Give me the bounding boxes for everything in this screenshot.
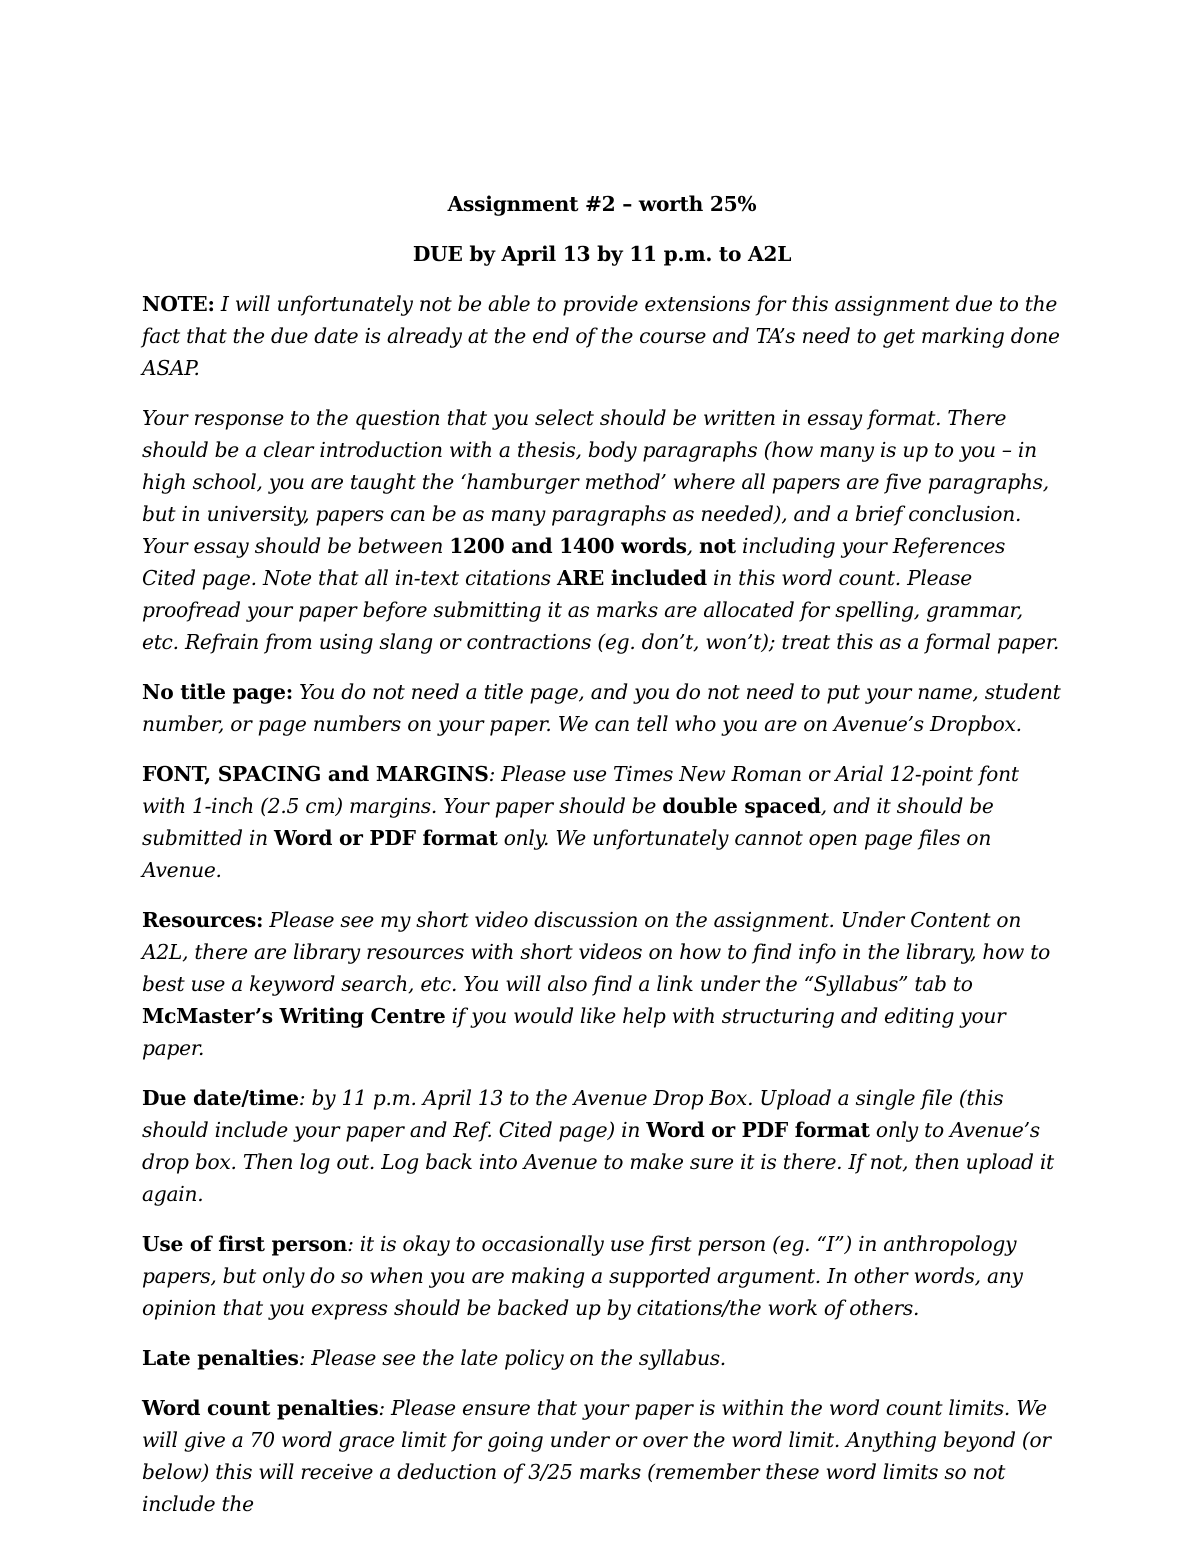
paragraph bbox=[142, 758, 1062, 886]
italic-text: only. We unfortunately cannot open page files on Avenue. bbox=[142, 826, 992, 882]
italic-text: : Please see the late policy on the syllabus. bbox=[298, 1346, 726, 1370]
bold-text: Late penalties bbox=[142, 1346, 299, 1370]
italic-text: I will unfortunately not be able to provide extensions for this assignment due to the fact that the due date is already at the end of the course and TA’s need to get marking done ASAP. bbox=[142, 292, 1060, 380]
paragraph bbox=[142, 1342, 1062, 1374]
bold-text: Use of first person bbox=[142, 1232, 348, 1256]
italic-text: in this word count. Please proofread your paper before submitting it as marks are allocated for spelling, grammar, etc. Refrain from using slang or contractions (eg. don’t, won’t); treat this as a formal paper. bbox=[142, 566, 1060, 654]
bold-text: Word or PDF format bbox=[274, 826, 498, 850]
document-body bbox=[142, 188, 1062, 1538]
assignment-title: Assignment #2 – worth 25% bbox=[447, 192, 757, 216]
italic-text: You do not need a title page, and you do not need to put your name, student number, or page numbers on your paper. We can tell who you are on Avenue’s Dropbox. bbox=[142, 680, 1061, 736]
bold-text: ARE included bbox=[556, 566, 707, 590]
bold-text: not bbox=[699, 534, 736, 558]
paragraph bbox=[142, 1082, 1062, 1210]
paragraph bbox=[142, 1228, 1062, 1324]
bold-text: No title page: bbox=[142, 680, 293, 704]
italic-text: , bbox=[686, 534, 700, 558]
bold-text: Word count penalties bbox=[142, 1396, 379, 1420]
bold-text: FONT, SPACING and MARGINS bbox=[142, 762, 489, 786]
bold-text: double spaced bbox=[662, 794, 821, 818]
paragraph-list bbox=[142, 288, 1062, 1520]
bold-text: Due date/time bbox=[142, 1086, 299, 1110]
italic-text: : Please use Times New Roman or Arial 12-point font with 1-inch (2.5 cm) margins. Your paper should be bbox=[142, 762, 1019, 818]
paragraph bbox=[142, 904, 1062, 1064]
paragraph bbox=[142, 402, 1062, 658]
italic-text: if you would like help with structuring and editing your paper. bbox=[142, 1004, 1006, 1060]
bold-text: Resources: bbox=[142, 908, 264, 932]
paragraph bbox=[142, 676, 1062, 740]
bold-text: McMaster’s Writing Centre bbox=[142, 1004, 446, 1028]
bold-text: Word or PDF format bbox=[646, 1118, 870, 1142]
italic-text: , and it should be submitted in bbox=[142, 794, 994, 850]
paragraph bbox=[142, 1392, 1062, 1520]
due-date-heading: DUE by April 13 by 11 p.m. to A2L bbox=[412, 242, 792, 266]
italic-text: Your response to the question that you select should be written in essay format. There should be a clear introduction with a thesis, body paragraphs (how many is up to you – in high school, you are taught the ‘hamburger method’ where all papers are five paragraphs, but in university, papers can be as many paragraphs as needed), and a brief conclusion. Your essay should be between bbox=[142, 406, 1049, 558]
italic-text: : by 11 p.m. April 13 to the Avenue Drop Box. Upload a single file (this should include your paper and Ref. Cited page) in bbox=[142, 1086, 1004, 1142]
italic-text: only to Avenue’s drop box. Then log out. Log back into Avenue to make sure it is there. If not, then upload it again. bbox=[142, 1118, 1054, 1206]
italic-text: including your References Cited page. Note that all in-text citations bbox=[142, 534, 1006, 590]
bold-text: 1200 and 1400 words bbox=[449, 534, 687, 558]
paragraph bbox=[142, 288, 1062, 384]
italic-text: : Please ensure that your paper is within the word count limits. We will give a 70 word grace limit for going under or over the word limit. Anything beyond (or below) this will receive a deduction of 3/25 marks (remember these word limits so not include the bbox=[142, 1396, 1051, 1516]
italic-text: : it is okay to occasionally use first person (eg. “I”) in anthropology papers, but only do so when you are making a supported argument. In other words, any opinion that you express should be backed up by citations/the work of others. bbox=[142, 1232, 1023, 1320]
bold-text: NOTE: bbox=[142, 292, 215, 316]
italic-text: Please see my short video discussion on the assignment. Under Content on A2L, there are library resources with short videos on how to find info in the library, how to best use a keyword search, etc. You will also find a link under the “Syllabus” tab to bbox=[142, 908, 1051, 996]
